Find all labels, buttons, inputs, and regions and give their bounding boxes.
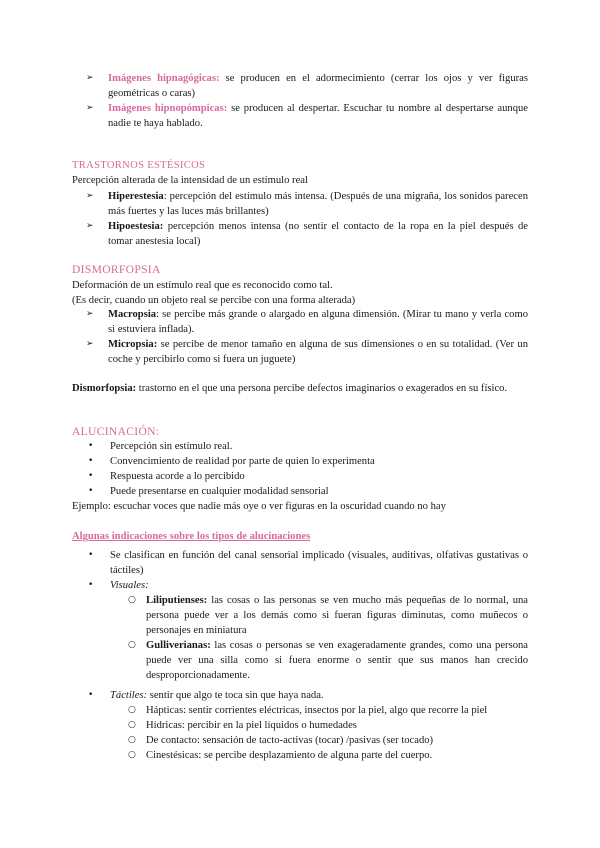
list-item bbox=[72, 454, 528, 469]
item-text: Hídricas: percibir en la piel líquidos o humedades bbox=[146, 720, 357, 731]
definition: se producen en el adormecimiento (cerrar los ojos y ver figuras geométricas o caras) bbox=[108, 73, 528, 99]
sub-list-item bbox=[72, 703, 528, 718]
definition: se producen al despertar. Escuchar tu nombre al despertarse aunque nadie te haya hablado. bbox=[108, 103, 528, 129]
trastornos-intro: Percepción alterada de la intensidad de un estímulo real bbox=[72, 175, 308, 186]
list-item bbox=[72, 469, 528, 484]
term: Hiperestesia bbox=[108, 191, 164, 202]
section-heading-tipos: Algunas indicaciones sobre los tipos de alucinaciones bbox=[72, 531, 311, 542]
list-item bbox=[72, 101, 528, 131]
term: Imágenes hipnagógicas: bbox=[108, 73, 220, 84]
term: Gulliverianas: bbox=[146, 640, 211, 651]
circle-bullet-icon: ○ bbox=[128, 750, 136, 760]
bullet-icon: • bbox=[88, 690, 94, 700]
arrow-bullet-icon: ➢ bbox=[86, 339, 94, 349]
sub-list-item bbox=[72, 748, 528, 763]
bullet-icon: • bbox=[88, 550, 94, 560]
definition: trastorno en el que una persona percibe defectos imaginarios o exagerados en su físico. bbox=[136, 383, 508, 394]
circle-bullet-icon: ○ bbox=[128, 705, 136, 715]
list-item bbox=[72, 484, 528, 499]
definition: : percepción del estímulo más intensa. (Después de una migraña, los sonidos parecen más fuertes y las luces más brillantes) bbox=[108, 191, 528, 217]
dismorfopsia-intro-2: (Es decir, cuando un objeto real se percibe con una forma alterada) bbox=[72, 295, 356, 306]
circle-bullet-icon: ○ bbox=[128, 640, 136, 650]
dismorfopsia-intro-1: Deformación de un estímulo real que es reconocido como tal. bbox=[72, 280, 333, 291]
arrow-bullet-icon: ➢ bbox=[86, 103, 94, 113]
list-item bbox=[72, 189, 528, 219]
list-item bbox=[72, 337, 528, 367]
arrow-bullet-icon: ➢ bbox=[86, 73, 94, 83]
definition: las cosas o personas se ven exageradamente grandes, como una persona puede ver una silla como si fuera enorme o sentir que sus manos han crecido desproporcionadamente. bbox=[146, 640, 528, 681]
item-text: Hápticas: sentir corrientes eléctricas, insectos por la piel, algo que recorre la piel bbox=[146, 705, 488, 716]
bullet-icon: • bbox=[88, 456, 94, 466]
bullet-icon: • bbox=[88, 580, 94, 590]
hypno-list bbox=[72, 71, 528, 131]
item-text: Convencimiento de realidad por parte de quien lo experimenta bbox=[110, 456, 375, 467]
sub-list-item bbox=[72, 733, 528, 748]
dismorfopsia-note bbox=[72, 381, 528, 396]
circle-bullet-icon: ○ bbox=[128, 720, 136, 730]
sub-list-item bbox=[72, 593, 528, 638]
section-heading-trastornos: TRASTORNOS ESTÉSICOS bbox=[72, 160, 206, 171]
item-text: Puede presentarse en cualquier modalidad sensorial bbox=[110, 486, 329, 497]
alucinacion-example: Ejemplo: escuchar voces que nadie más oye o ver figuras en la oscuridad cuando no hay bbox=[72, 501, 446, 512]
term: Liliputienses: bbox=[146, 595, 208, 606]
item-text: Visuales: bbox=[110, 580, 149, 591]
arrow-bullet-icon: ➢ bbox=[86, 309, 94, 319]
definition: : se percibe más grande o alargado en alguna dimensión. (Mirar tu mano y verla como si estuviera inflada). bbox=[108, 309, 528, 335]
list-item bbox=[72, 548, 528, 578]
term: Imágenes hipnopómpicas: bbox=[108, 103, 228, 114]
definition: percepción menos intensa (no sentir el contacto de la ropa en la piel después de tomar anestesia local) bbox=[108, 221, 528, 247]
definition: las cosas o las personas se ven mucho más pequeñas de lo normal, una persona puede ver a los demás como si fueran figuras diminutas, como muñecos o personajes en miniatura bbox=[146, 595, 528, 636]
dismorfopsia-list bbox=[72, 307, 528, 367]
trastornos-list bbox=[72, 189, 528, 249]
section-heading-alucinacion: ALUCINACIÓN: bbox=[72, 425, 160, 438]
list-item bbox=[72, 688, 528, 703]
tipos-list bbox=[72, 548, 528, 683]
bullet-icon: • bbox=[88, 441, 94, 451]
list-item bbox=[72, 307, 528, 337]
alucinacion-list bbox=[72, 439, 528, 499]
circle-bullet-icon: ○ bbox=[128, 595, 136, 605]
item-text: Cinestésicas: se percibe desplazamiento de alguna parte del cuerpo. bbox=[146, 750, 433, 761]
term: Dismorfopsia: bbox=[72, 383, 137, 394]
list-item bbox=[72, 71, 528, 101]
sub-list-item bbox=[72, 638, 528, 683]
item-text: sentir que algo te toca sin que haya nada. bbox=[147, 690, 324, 701]
arrow-bullet-icon: ➢ bbox=[86, 221, 94, 231]
item-text: De contacto: sensación de tacto-activas (tocar) /pasivas (ser tocado) bbox=[146, 735, 434, 746]
bullet-icon: • bbox=[88, 471, 94, 481]
list-item bbox=[72, 439, 528, 454]
section-heading-dismorfopsia: DISMORFOPSIA bbox=[72, 263, 161, 276]
term: Hipoestesia: bbox=[108, 221, 164, 232]
circle-bullet-icon: ○ bbox=[128, 735, 136, 745]
list-item bbox=[72, 578, 528, 593]
definition: se percibe de menor tamaño en alguna de sus dimensiones o en su totalidad. (Ver un coche y percibirlo como si fuera un juguete) bbox=[108, 339, 528, 365]
item-label: Táctiles: bbox=[110, 690, 148, 701]
item-text: Respuesta acorde a lo percibido bbox=[110, 471, 245, 482]
term: Micropsia: bbox=[108, 339, 158, 350]
tactiles-list bbox=[72, 688, 528, 763]
bullet-icon: • bbox=[88, 486, 94, 496]
list-item bbox=[72, 219, 528, 249]
item-text: Se clasifican en función del canal sensorial implicado (visuales, auditivas, olfativas gustativas o táctiles) bbox=[110, 550, 528, 576]
sub-list-item bbox=[72, 718, 528, 733]
item-text: Percepción sin estímulo real. bbox=[110, 441, 233, 452]
arrow-bullet-icon: ➢ bbox=[86, 191, 94, 201]
term: Macropsia bbox=[108, 309, 157, 320]
